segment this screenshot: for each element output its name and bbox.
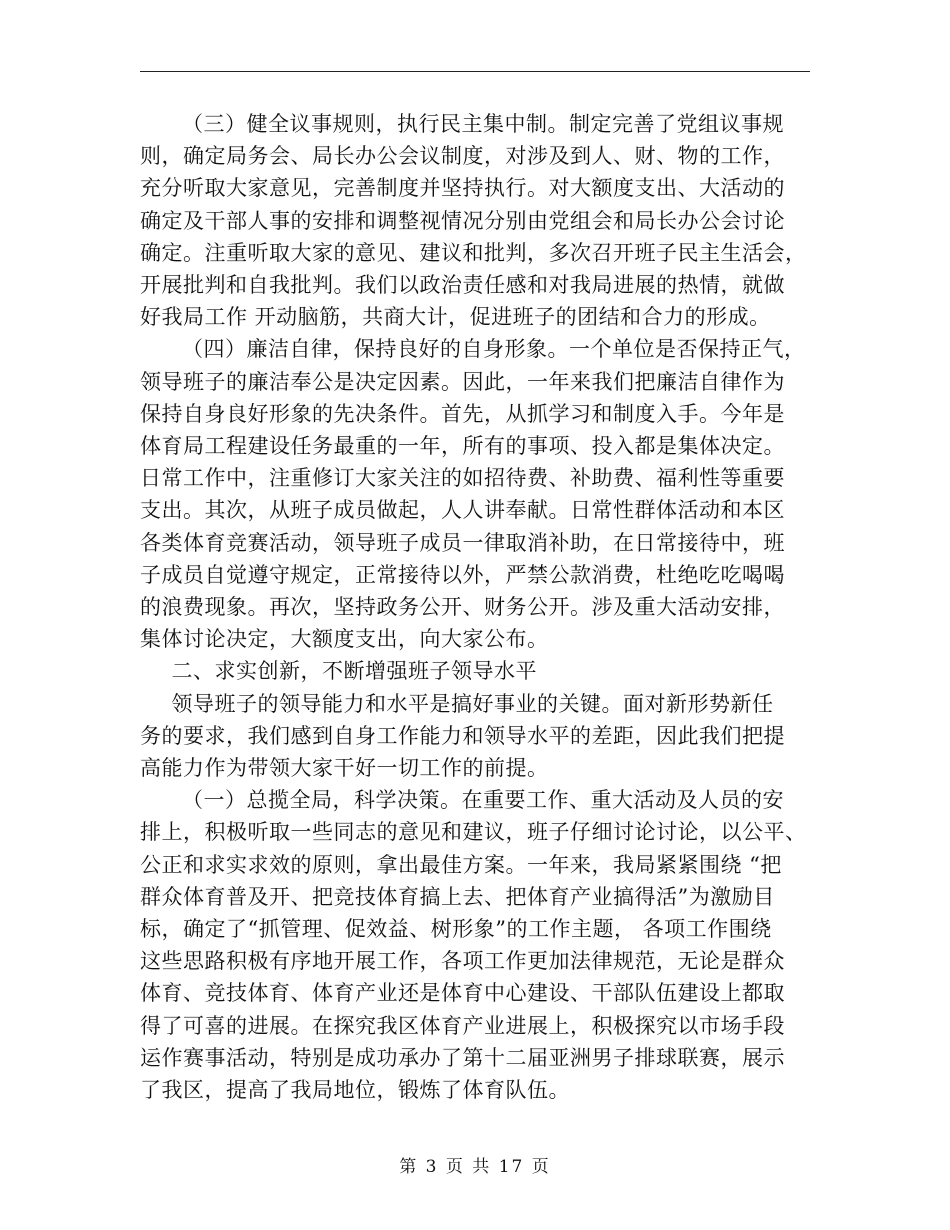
paragraph xyxy=(140,784,810,1106)
paragraph-line: （一）总揽全局，科学决策。在重要工作、重大活动及人员的安 xyxy=(182,788,784,813)
paragraph-line: 这些思路积极有序地开展工作，各项工作更加法律规范，无论是群众 xyxy=(140,949,785,974)
paragraph-line: （四）廉洁自律，保持良好的自身形象。一个单位是否保持正气， xyxy=(182,337,806,362)
paragraph-line: 排上，积极听取一些同志的意见和建议，班子仔细讨论讨论，以公平、 xyxy=(140,820,807,845)
paragraph-line: 集体讨论决定，大额度支出，向大家公布。 xyxy=(140,627,549,652)
paragraph-line: 体育局工程建设任务最重的一年，所有的事项、投入都是集体决定。 xyxy=(140,434,785,459)
header-rule xyxy=(140,71,810,72)
paragraph-line: 二、求实创新，不断增强班子领导水平 xyxy=(171,659,537,684)
paragraph-line: 充分听取大家意见，完善制度并坚持执行。对大额度支出、大活动的 xyxy=(140,176,785,201)
paragraph-line: 标，确定了“抓管理、促效益、树形象”的工作主题， 各项工作围绕 xyxy=(140,917,772,942)
paragraph-line: 好我局工作 开动脑筋，共商大计，促进班子的团结和合力的形成。 xyxy=(140,305,771,330)
paragraph xyxy=(140,688,810,785)
paragraph-line: 确定。注重听取大家的意见、建议和批判，多次召开班子民主生活会， xyxy=(140,240,807,265)
page-footer: 第 3 页 共 17 页 xyxy=(399,1157,551,1177)
paragraph-line: 子成员自觉遵守规定，正常接待以外，严禁公款消费，杜绝吃吃喝喝 xyxy=(140,562,785,587)
paragraph-line: 了我区，提高了我局地位，锻炼了体育队伍。 xyxy=(140,1078,570,1103)
paragraph xyxy=(140,108,810,333)
paragraph-line: 则，确定局务会、局长办公会议制度，对涉及到人、财、物的工作， xyxy=(140,144,785,169)
paragraph-line: 开展批判和自我批判。我们以政治责任感和对我局进展的热情，就做 xyxy=(140,273,785,298)
paragraph-line: 保持自身良好形象的先决条件。首先，从抓学习和制度入手。今年是 xyxy=(140,401,785,426)
paragraph-line: 高能力作为带领大家干好一切工作的前提。 xyxy=(140,756,549,781)
paragraph-line: （三）健全议事规则，执行民主集中制。制定完善了党组议事规 xyxy=(182,112,784,136)
paragraph-line: 日常工作中，注重修订大家关注的如招待费、补助费、福利性等重要 xyxy=(140,466,785,491)
paragraph-line: 支出。其次，从班子成员做起，人人讲奉献。日常性群体活动和本区 xyxy=(140,498,785,523)
paragraph-line: 各类体育竞赛活动，领导班子成员一律取消补助，在日常接待中，班 xyxy=(140,530,785,555)
paragraph-line: 确定及干部人事的安排和调整视情况分别由党组会和局长办公会讨论 xyxy=(140,208,785,233)
paragraph-line: 体育、竞技体育、体育产业还是体育中心建设、干部队伍建设上都取 xyxy=(140,981,785,1006)
paragraph xyxy=(140,655,810,687)
paragraph xyxy=(140,333,810,655)
paragraph-line: 务的要求，我们感到自身工作能力和领导水平的差距，因此我们把提 xyxy=(140,723,785,748)
paragraph-line: 领导班子的领导能力和水平是搞好事业的关键。面对新形势新任 xyxy=(171,691,774,716)
paragraph-line: 公正和求实求效的原则，拿出最佳方案。一年来，我局紧紧围绕 “把 xyxy=(140,852,782,877)
paragraph-line: 的浪费现象。再次，坚持政务公开、财务公开。涉及重大活动安排， xyxy=(140,595,785,620)
document-body xyxy=(140,108,810,1106)
paragraph-line: 得了可喜的进展。在探究我区体育产业进展上，积极探究以市场手段 xyxy=(140,1013,785,1038)
paragraph-line: 群众体育普及开、把竞技体育搞上去、把体育产业搞得活”为激励目 xyxy=(140,884,775,909)
paragraph-line: 领导班子的廉洁奉公是决定因素。因此，一年来我们把廉洁自律作为 xyxy=(140,369,785,394)
paragraph-line: 运作赛事活动，特别是成功承办了第十二届亚洲男子排球联赛，展示 xyxy=(140,1045,785,1070)
